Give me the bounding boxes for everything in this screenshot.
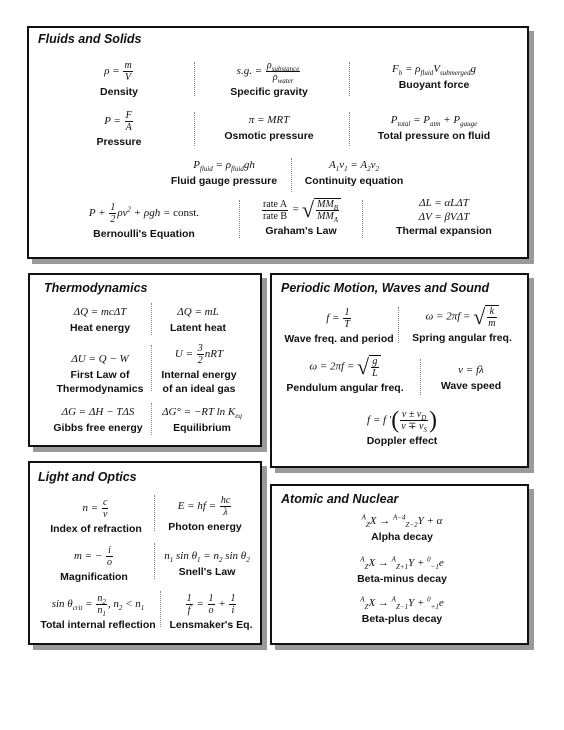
total-internal-label: Total internal reflection bbox=[40, 619, 156, 631]
alpha-decay-cell bbox=[342, 514, 462, 544]
equilibrium-label: Equilibrium bbox=[173, 422, 231, 434]
first-law-equation: ΔU = Q − W bbox=[71, 353, 129, 365]
internal-energy-equation: U = $\frac{3}{2}$ nRT bbox=[174, 343, 224, 366]
wave-speed-equation: v = fλ bbox=[458, 364, 484, 376]
wave-speed-label: Wave speed bbox=[440, 380, 502, 392]
photon-energy-cell bbox=[160, 495, 250, 534]
thermal-expansion-equation-2: ΔV = βVΔT bbox=[418, 211, 470, 223]
beta-plus-label: Beta-plus decay bbox=[361, 613, 443, 625]
spring-freq-equation: ω = 2πf = √ $\frac{k}{m}$ bbox=[404, 305, 520, 329]
spring-freq-label: Spring angular freq. bbox=[412, 332, 512, 344]
gauge-pressure-equation: $P_{fluid} = \rho_{fluid}gh$ bbox=[193, 159, 255, 174]
divider bbox=[151, 403, 152, 435]
divider bbox=[362, 200, 363, 238]
divider bbox=[420, 359, 421, 395]
thermal-expansion-equation-1: ΔL = αLΔT bbox=[419, 197, 469, 209]
lensmaker-label: Lensmaker's Eq. bbox=[169, 619, 253, 631]
latent-heat-cell bbox=[158, 305, 238, 335]
total-pressure-label: Total pressure on fluid bbox=[377, 130, 491, 142]
total-pressure-equation: $P_{total} = P_{atm} + P_{gauge}$ bbox=[390, 114, 478, 129]
periodic-motion-panel bbox=[270, 273, 529, 468]
grahams-law-equation: $\frac{\text{rate A}}{\text{rate B}}$ = √ $\frac{MM_B}{MM_A}$ bbox=[251, 198, 351, 222]
grahams-law-label: Graham's Law bbox=[265, 225, 337, 237]
buoyant-force-equation: $F_b = \rho_{fluid}V_{submerged}g$ bbox=[392, 63, 476, 78]
internal-energy-label-1: Internal energy bbox=[161, 369, 237, 381]
osmotic-pressure-equation: π = MRT bbox=[248, 114, 290, 126]
beta-minus-label: Beta-minus decay bbox=[357, 573, 447, 585]
lensmaker-equation: $\frac{1}{f}$ = $\frac{1}{o}$ + $\frac{1}{i}$ bbox=[186, 593, 236, 616]
panel-title: Periodic Motion, Waves and Sound bbox=[281, 281, 490, 295]
total-internal-equation: $\sin \theta_{crit}$ = $\frac{n_2}{n_1}$ , $n_2 < n_1$ bbox=[51, 593, 145, 618]
divider bbox=[291, 158, 292, 192]
snells-law-cell bbox=[154, 549, 260, 579]
gauge-pressure-cell bbox=[164, 158, 284, 188]
bernoulli-label: Bernoulli's Equation bbox=[93, 228, 195, 240]
gibbs-label: Gibbs free energy bbox=[53, 422, 143, 434]
continuity-cell bbox=[299, 158, 409, 188]
panel-title: Light and Optics bbox=[38, 470, 137, 484]
snells-law-equation: $n_1$ $\sin \theta_1 = n_2$ $\sin \theta_2$ bbox=[164, 550, 250, 565]
snells-law-label: Snell's Law bbox=[178, 566, 236, 578]
magnification-equation: m = − $\frac{i}{o}$ bbox=[73, 545, 113, 568]
pressure-cell bbox=[69, 110, 169, 149]
density-equation: ρ = $\frac{m}{V}$ bbox=[104, 60, 132, 83]
first-law-cell bbox=[48, 352, 152, 396]
wave-freq-label: Wave freq. and period bbox=[284, 333, 394, 345]
density-cell bbox=[69, 60, 169, 99]
alpha-decay-label: Alpha decay bbox=[371, 531, 433, 543]
buoyant-force-cell bbox=[369, 62, 499, 92]
pendulum-freq-cell bbox=[280, 355, 410, 395]
divider bbox=[160, 591, 161, 627]
magnification-cell bbox=[44, 545, 144, 584]
heat-energy-label: Heat energy bbox=[69, 322, 131, 334]
index-refraction-equation: n = $\frac{c}{v}$ bbox=[82, 497, 108, 520]
divider bbox=[194, 62, 195, 96]
doppler-label: Doppler effect bbox=[366, 435, 438, 447]
lensmaker-cell bbox=[164, 593, 258, 632]
density-label: Density bbox=[100, 86, 138, 98]
buoyant-force-label: Buoyant force bbox=[398, 79, 470, 91]
bernoulli-equation: P + $\frac{1}{2}$ $\rho v^2 + \rho gh$ = const. bbox=[88, 202, 200, 225]
grahams-law-cell bbox=[251, 198, 351, 238]
wave-freq-cell bbox=[284, 307, 394, 346]
specific-gravity-equation: s.g. = $\frac{\rho_{substance}}{\rho_{water}}$ bbox=[236, 60, 300, 85]
thermodynamics-panel bbox=[28, 273, 262, 447]
first-law-label-2: Thermodynamics bbox=[56, 383, 144, 395]
thermal-expansion-cell bbox=[389, 196, 499, 238]
latent-heat-equation: ΔQ = mL bbox=[177, 306, 219, 318]
panel-title: Thermodynamics bbox=[44, 281, 148, 295]
beta-plus-cell bbox=[342, 596, 462, 626]
photon-energy-label: Photon energy bbox=[168, 521, 242, 533]
photon-energy-equation: E = hf = $\frac{hc}{\lambda}$ bbox=[177, 495, 231, 518]
divider bbox=[154, 495, 155, 531]
pendulum-freq-equation: ω = 2πf = √ $\frac{g}{L}$ bbox=[280, 355, 410, 379]
panel-title: Fluids and Solids bbox=[38, 32, 142, 46]
fluids-solids-panel bbox=[27, 26, 529, 259]
total-internal-cell bbox=[38, 593, 158, 632]
specific-gravity-label: Specific gravity bbox=[230, 86, 308, 98]
specific-gravity-cell bbox=[209, 60, 329, 99]
latent-heat-label: Latent heat bbox=[169, 322, 226, 334]
wave-freq-equation: f = $\frac{1}{T}$ bbox=[326, 307, 350, 330]
doppler-cell bbox=[342, 409, 462, 448]
divider bbox=[349, 62, 350, 96]
index-refraction-cell bbox=[44, 497, 148, 536]
beta-minus-cell bbox=[342, 556, 462, 586]
equilibrium-cell bbox=[154, 405, 250, 435]
magnification-label: Magnification bbox=[60, 571, 128, 583]
pressure-equation: P = $\frac{F}{A}$ bbox=[104, 110, 132, 133]
heat-energy-cell bbox=[50, 305, 150, 335]
gauge-pressure-label: Fluid gauge pressure bbox=[170, 175, 278, 187]
continuity-label: Continuity equation bbox=[304, 175, 404, 187]
pressure-label: Pressure bbox=[96, 136, 142, 148]
beta-minus-equation: $^A_Z$X → $^A_{Z+1}$Y + $^0_{-1}$e bbox=[360, 555, 444, 572]
divider bbox=[194, 112, 195, 146]
light-optics-panel bbox=[28, 461, 262, 645]
divider bbox=[398, 307, 399, 343]
wave-speed-cell bbox=[426, 363, 516, 393]
osmotic-pressure-cell bbox=[209, 113, 329, 143]
atomic-nuclear-panel bbox=[270, 484, 529, 645]
heat-energy-equation: ΔQ = mcΔT bbox=[73, 306, 127, 318]
pendulum-freq-label: Pendulum angular freq. bbox=[286, 382, 404, 394]
osmotic-pressure-label: Osmotic pressure bbox=[224, 130, 314, 142]
doppler-equation: f = f ′( $\frac{v \pm v_D}{v \mp v_S}$ ) bbox=[367, 407, 437, 434]
spring-freq-cell bbox=[404, 305, 520, 345]
first-law-label-1: First Law of bbox=[70, 369, 130, 381]
internal-energy-label-2: of an ideal gas bbox=[162, 383, 236, 395]
index-refraction-label: Index of refraction bbox=[50, 523, 142, 535]
alpha-decay-equation: $^A_Z$X → $^{A-4}_{Z-2}$Y + α bbox=[361, 513, 443, 530]
total-pressure-cell bbox=[362, 113, 506, 143]
continuity-equation: $A_1v_1 = A_2v_2$ bbox=[329, 159, 379, 174]
beta-plus-equation: $^A_Z$X → $^A_{Z-1}$Y + $^0_{+1}$e bbox=[360, 595, 444, 612]
divider bbox=[349, 112, 350, 146]
divider bbox=[151, 303, 152, 335]
internal-energy-cell bbox=[156, 343, 242, 396]
gibbs-cell bbox=[44, 405, 152, 435]
divider bbox=[239, 200, 240, 238]
equilibrium-equation: ΔG° = −RT $\ln K_{eq}$ bbox=[162, 406, 242, 421]
panel-title: Atomic and Nuclear bbox=[281, 492, 399, 506]
thermal-expansion-label: Thermal expansion bbox=[396, 225, 492, 237]
gibbs-equation: ΔG = ΔH − TΔS bbox=[61, 406, 135, 418]
divider bbox=[151, 345, 152, 391]
bernoulli-cell bbox=[77, 202, 211, 241]
